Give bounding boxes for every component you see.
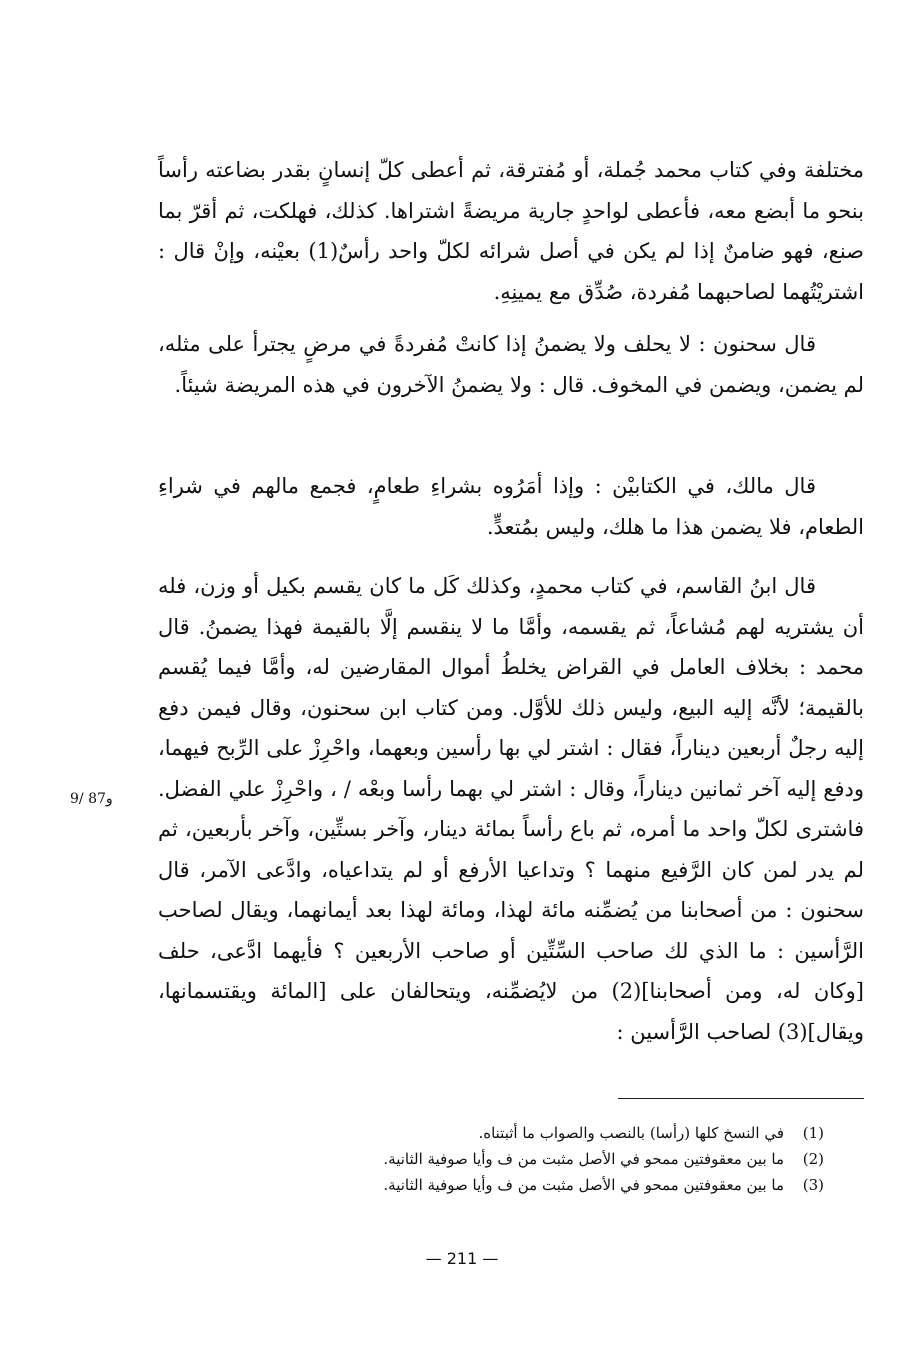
- paragraph-text: قال مالك، في الكتابيْن : وإذا أمَرُوه بشراءِ طعامٍ، فجمع مالهم في شراءِ الطعام، فلا يضمن هذا ما هلك، وليس بمُتعدٍّ.: [158, 474, 864, 539]
- paragraph-3: [158, 466, 864, 547]
- footnote-text: في النسخ كلها (رأسا) بالنصب والصواب ما أثبتناه.: [478, 1124, 784, 1142]
- page-number: — 211 —: [425, 1249, 499, 1268]
- paragraph-2: [158, 324, 864, 405]
- paragraph-text: مختلفة وفي كتاب محمد جُملة، أو مُفترقة، ثم أعطى كلّ إنسانٍ بقدر بضاعته رأساً بنحو ما أبضع معه، فأعطى لواحدٍ جارية مريضةً اشتراها. كذلك، فهلكت، ثم أقرّ بما صنع، فهو ضامنٌ إذا لم يكن في أصل شرائه لكلّ واحد رأسٌ(1) بعيْنه، وإنْ قال : اشتريْتُهما لصاحبهما مُفردة، صُدِّق مع يمينِهِ.: [158, 158, 864, 304]
- footnote-text: ما بين معقوفتين ممحو في الأصل مثبت من ف وأيا صوفية الثانية.: [383, 1150, 784, 1168]
- footnotes: [300, 1120, 824, 1198]
- paragraph-text: قال سحنون : لا يحلف ولا يضمنُ إذا كانتْ مُفردةً في مرضٍ يجترأ على مثله، لم يضمن، ويضمن في المخوف. قال : ولا يضمنُ الآخرون في هذه المريضة شيئاً.: [158, 332, 864, 397]
- paragraph-4: [158, 566, 864, 1052]
- paragraph-text: قال ابنُ القاسم، في كتاب محمدٍ، وكذلك كَل ما كان يقسم بكيل أو وزن، فله أن يشتريه لهم مُشاعاً، ثم يقسمه، وأمَّا ما لا ينقسم إلَّا بالقيمة فهذا يضمنُ. قال محمد : بخلاف العامل في القراض يخلطُ أموال المقارضين له، وأمَّا فيما يُقسم بالقيمة؛ لأنَّه إليه البيع، وليس ذلك للأوَّل. ومن كتاب ابن سحنون، وقال فيمن دفع إليه رجلٌ أربعين ديناراً، فقال : اشتر لي بها رأسين وبعهما، واحْرِزْ على الرِّبح فيهما، ودفع إليه آخر ثمانين ديناراً، وقال : اشتر لي بهما رأسا وبعْه / ، واحْرِزْ علي الفضل. فاشترى لكلّ واحد ما أمره، ثم باع رأساً بمائة دينار، وآخر بستِّين، وآخر بأربعين، ثم لم يدر لمن كان الرَّفيع منهما ؟ وتداعيا الأرفع أو لم يتداعياه، وادَّعى الآمر، قال سحنون : من أصحابنا من يُضمِّنه مائة لهذا، ومائة لهذا بعد أيمانهما، ويقال لصاحب الرَّأسين : ما الذي لك صاحب السِّتِّين أو صاحب الأربعين ؟ فأيهما ادَّعى، حلف [وكان له، ومن أصحابنا](2) من لايُضمِّنه، ويتحالفان على [المائة ويقتسمانها، ويقال](3) لصاحب الرَّأسين :: [158, 574, 864, 1044]
- footnote-separator: [618, 1098, 864, 1099]
- manuscript-folio-note: 9/ 87و: [70, 791, 113, 807]
- footnote-1: [300, 1120, 824, 1146]
- paragraph-1: [158, 150, 864, 312]
- footnote-2: [300, 1146, 824, 1172]
- footnote-number: (1): [802, 1124, 824, 1142]
- footnote-text: ما بين معقوفتين ممحو في الأصل مثبت من ف وأيا صوفية الثانية.: [383, 1176, 784, 1194]
- footnote-number: (3): [802, 1176, 824, 1194]
- footnote-3: [300, 1172, 824, 1198]
- footnote-number: (2): [802, 1150, 824, 1168]
